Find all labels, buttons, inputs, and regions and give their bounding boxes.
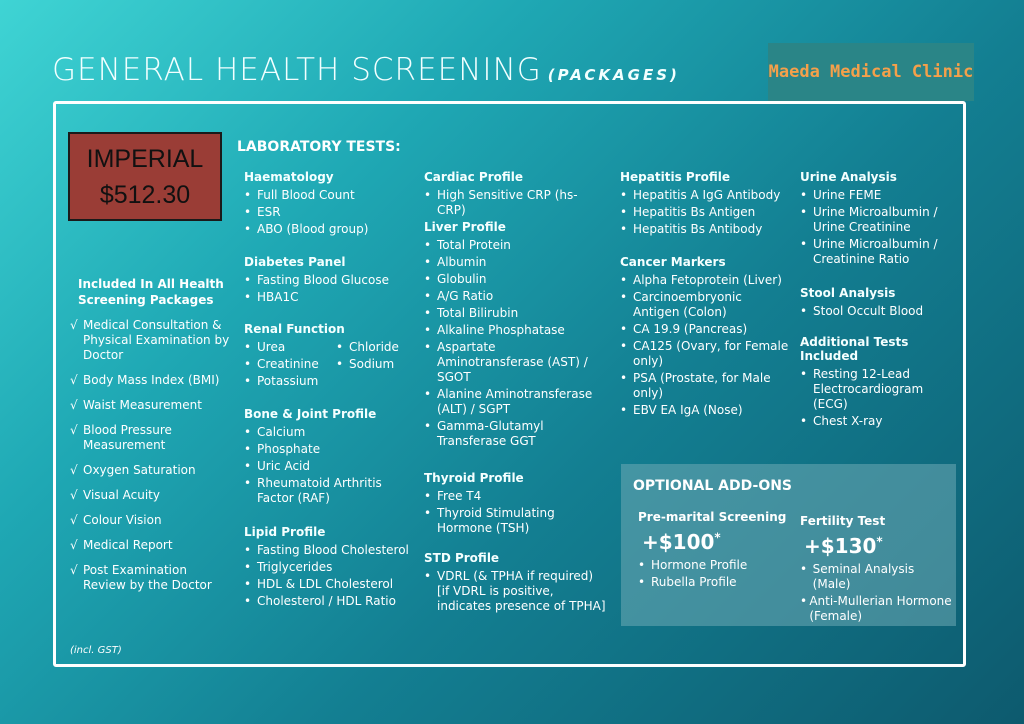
bullet-icon: • <box>244 340 252 354</box>
test-item <box>424 289 599 304</box>
test-item <box>424 238 599 253</box>
test-item <box>244 205 414 220</box>
bullet-icon: • <box>244 442 252 456</box>
test-label: Hepatitis Bs Antigen <box>633 205 756 219</box>
test-label: HBA1C <box>257 290 299 304</box>
bullet-icon: • <box>244 374 252 388</box>
test-item <box>620 371 790 401</box>
section-hepatitis <box>620 170 790 239</box>
test-label: Fasting Blood Cholesterol <box>257 543 409 557</box>
test-label: Rheumatoid Arthritis Factor (RAF) <box>257 476 382 505</box>
bullet-icon: • <box>244 357 252 371</box>
test-label: EBV EA IgA (Nose) <box>633 403 743 417</box>
test-label: High Sensitive CRP (hs-CRP) <box>437 188 578 217</box>
bullet-icon: • <box>424 506 432 520</box>
test-item <box>620 188 790 203</box>
section-heading: STD Profile <box>424 551 500 565</box>
test-label: Alkaline Phosphatase <box>437 323 565 337</box>
test-item <box>424 419 599 449</box>
test-item <box>620 222 790 237</box>
addons-title: OPTIONAL ADD-ONS <box>633 478 793 494</box>
test-label: Hepatitis Bs Antibody <box>633 222 763 236</box>
test-label: Fasting Blood Glucose <box>257 273 389 287</box>
test-label: Sodium <box>349 357 395 371</box>
bullet-icon: • <box>620 403 628 417</box>
section-heading: Additional Tests Included <box>800 335 909 363</box>
section-haematology <box>244 170 414 239</box>
test-item <box>244 340 336 355</box>
addon-item-label: Rubella Profile <box>651 575 737 589</box>
test-label: Gamma-Glutamyl Transferase GGT <box>437 419 544 448</box>
test-item <box>244 188 414 203</box>
test-label: VDRL (& TPHA if required) [if VDRL is positive, indicates presence of TPHA] <box>437 569 606 613</box>
bullet-icon: • <box>244 222 252 236</box>
section-bone-joint <box>244 407 414 508</box>
test-label: Alpha Fetoprotein (Liver) <box>633 273 782 287</box>
section-urine <box>800 170 950 269</box>
test-item <box>424 306 599 321</box>
bullet-icon: • <box>800 562 808 576</box>
test-label: Uric Acid <box>257 459 311 473</box>
test-item <box>244 374 336 389</box>
section-std <box>424 551 609 616</box>
gst-note: (incl. GST) <box>70 645 122 656</box>
test-item <box>244 273 414 288</box>
test-item <box>244 459 414 474</box>
bullet-icon: • <box>336 340 344 354</box>
bullet-icon: • <box>244 459 252 473</box>
test-item <box>424 255 599 270</box>
addon-item <box>638 558 788 573</box>
addon-premarital <box>638 510 788 592</box>
included-item <box>70 563 230 593</box>
section-heading: Cardiac Profile <box>424 170 524 184</box>
bullet-icon: • <box>424 569 432 583</box>
test-label: PSA (Prostate, for Male only) <box>633 371 771 400</box>
lab-tests-title: LABORATORY TESTS: <box>237 139 401 155</box>
bullet-icon: • <box>424 289 432 303</box>
check-icon: √ <box>70 318 78 332</box>
bullet-icon: • <box>620 339 628 353</box>
section-cardiac <box>424 170 604 220</box>
test-item <box>336 357 399 372</box>
check-icon: √ <box>70 398 78 412</box>
bullet-icon: • <box>424 340 432 354</box>
bullet-icon: • <box>620 188 628 202</box>
section-heading: Haematology <box>244 170 334 184</box>
check-icon: √ <box>70 513 78 527</box>
addon-heading: Pre-marital Screening <box>638 510 787 524</box>
bullet-icon: • <box>638 575 646 589</box>
included-item-label: Waist Measurement <box>83 398 202 412</box>
test-item <box>244 577 416 592</box>
bullet-icon: • <box>424 188 432 202</box>
test-item <box>620 273 790 288</box>
test-item <box>424 323 599 338</box>
test-item <box>800 205 950 235</box>
section-heading: Diabetes Panel <box>244 255 346 269</box>
test-label: Chest X-ray <box>813 414 883 428</box>
test-label: Triglycerides <box>257 560 333 574</box>
test-item <box>244 442 414 457</box>
bullet-icon: • <box>638 558 646 572</box>
included-item-label: Colour Vision <box>83 513 162 527</box>
bullet-icon: • <box>800 367 808 381</box>
section-heading: Bone & Joint Profile <box>244 407 377 421</box>
section-heading: Urine Analysis <box>800 170 897 184</box>
test-item <box>244 560 416 575</box>
bullet-icon: • <box>244 543 252 557</box>
check-icon: √ <box>70 538 78 552</box>
test-label: A/G Ratio <box>437 289 494 303</box>
bullet-icon: • <box>336 357 344 371</box>
test-label: Carcinoembryonic Antigen (Colon) <box>633 290 742 319</box>
test-label: Chloride <box>349 340 399 354</box>
test-item <box>244 222 414 237</box>
included-item <box>70 423 230 453</box>
test-item <box>620 322 790 337</box>
test-item <box>620 205 790 220</box>
section-stool <box>800 286 950 321</box>
test-item <box>620 290 790 320</box>
test-label: Full Blood Count <box>257 188 355 202</box>
test-label: Urea <box>257 340 286 354</box>
addon-price: +$100 <box>642 530 715 554</box>
addon-item-label: Anti-Mullerian Hormone (Female) <box>809 594 952 623</box>
test-label: Albumin <box>437 255 487 269</box>
addon-asterisk: * <box>714 530 721 545</box>
title-subtitle: (PACKAGES) <box>547 66 680 84</box>
included-item <box>70 398 230 413</box>
test-label: Cholesterol / HDL Ratio <box>257 594 396 608</box>
check-icon: √ <box>70 463 78 477</box>
clinic-name: Maeda Medical Clinic <box>768 62 974 82</box>
test-item <box>800 304 950 319</box>
section-heading: Lipid Profile <box>244 525 326 539</box>
optional-addons-panel <box>621 464 956 626</box>
test-item <box>244 594 416 609</box>
section-cancer-markers <box>620 255 790 420</box>
section-additional-tests <box>800 335 960 431</box>
page-title <box>52 52 680 88</box>
test-label: CA 19.9 (Pancreas) <box>633 322 748 336</box>
bullet-icon: • <box>244 290 252 304</box>
clinic-logo-box <box>768 43 974 101</box>
test-item <box>244 476 414 506</box>
bullet-icon: • <box>424 255 432 269</box>
bullet-icon: • <box>244 273 252 287</box>
addon-asterisk: * <box>876 534 883 549</box>
addon-item-label: Hormone Profile <box>651 558 748 572</box>
section-heading: Liver Profile <box>424 220 506 234</box>
bullet-icon: • <box>424 306 432 320</box>
test-item <box>244 543 416 558</box>
bullet-icon: • <box>244 577 252 591</box>
section-heading: Thyroid Profile <box>424 471 524 485</box>
included-item-label: Blood Pressure Measurement <box>83 423 172 452</box>
bullet-icon: • <box>620 273 628 287</box>
included-item <box>70 373 230 388</box>
test-label: Hepatitis A IgG Antibody <box>633 188 781 202</box>
included-item-label: Body Mass Index (BMI) <box>83 373 220 387</box>
bullet-icon: • <box>620 371 628 385</box>
package-name: IMPERIAL <box>86 144 204 173</box>
addon-price: +$130 <box>804 534 877 558</box>
test-label: Total Bilirubin <box>437 306 519 320</box>
section-renal <box>244 322 414 391</box>
bullet-icon: • <box>244 476 252 490</box>
test-label: Potassium <box>257 374 319 388</box>
section-heading: Renal Function <box>244 322 345 336</box>
addon-heading: Fertility Test <box>800 514 886 528</box>
test-item <box>244 357 336 372</box>
addon-item <box>800 594 952 624</box>
bullet-icon: • <box>800 205 808 219</box>
test-item <box>800 367 960 412</box>
included-item-label: Medical Consultation & Physical Examination by Doctor <box>83 318 230 362</box>
included-item-label: Oxygen Saturation <box>83 463 196 477</box>
addon-price-line <box>642 530 788 554</box>
section-heading: Stool Analysis <box>800 286 896 300</box>
included-item <box>70 538 230 553</box>
addon-item <box>800 562 952 592</box>
included-item <box>70 318 230 363</box>
title-text: GENERAL HEALTH SCREENING <box>52 52 542 88</box>
bullet-icon: • <box>800 414 808 428</box>
test-label: Alanine Aminotransferase (ALT) / SGPT <box>437 387 593 416</box>
test-label: ESR <box>257 205 281 219</box>
test-item <box>424 506 599 536</box>
addon-item-label: Seminal Analysis (Male) <box>812 562 915 591</box>
section-liver <box>424 220 599 451</box>
test-label: CA125 (Ovary, for Female only) <box>633 339 789 368</box>
test-item <box>620 339 790 369</box>
test-label: Urine Microalbumin / Creatinine Ratio <box>813 237 938 266</box>
section-heading: Hepatitis Profile <box>620 170 730 184</box>
test-item <box>800 414 960 429</box>
addon-item <box>638 575 788 590</box>
test-label: Phosphate <box>257 442 321 456</box>
test-label: Globulin <box>437 272 487 286</box>
bullet-icon: • <box>244 560 252 574</box>
check-icon: √ <box>70 423 78 437</box>
addon-fertility <box>800 514 952 626</box>
included-item-label: Visual Acuity <box>83 488 160 502</box>
package-price: $512.30 <box>99 180 191 209</box>
check-icon: √ <box>70 563 78 577</box>
test-item <box>424 569 609 614</box>
section-heading: Cancer Markers <box>620 255 726 269</box>
addon-price-line <box>804 534 952 558</box>
bullet-icon: • <box>244 425 252 439</box>
test-label: ABO (Blood group) <box>257 222 369 236</box>
included-item <box>70 463 230 478</box>
test-label: Free T4 <box>437 489 482 503</box>
section-lipid <box>244 525 416 611</box>
section-diabetes <box>244 255 414 307</box>
bullet-icon: • <box>424 238 432 252</box>
included-services <box>70 276 230 593</box>
bullet-icon: • <box>244 188 252 202</box>
test-item <box>244 290 414 305</box>
test-item <box>800 188 950 203</box>
included-item-label: Post Examination Review by the Doctor <box>83 563 212 592</box>
section-thyroid <box>424 471 599 538</box>
test-item <box>424 188 604 218</box>
test-label: Calcium <box>257 425 306 439</box>
bullet-icon: • <box>424 419 432 433</box>
test-item <box>336 340 399 355</box>
check-icon: √ <box>70 373 78 387</box>
test-item <box>424 387 599 417</box>
bullet-icon: • <box>620 205 628 219</box>
test-item <box>424 340 599 385</box>
test-item <box>244 425 414 440</box>
included-item <box>70 513 230 528</box>
test-label: Resting 12-Lead Electrocardiogram (ECG) <box>813 367 924 411</box>
bullet-icon: • <box>424 323 432 337</box>
test-item <box>620 403 790 418</box>
test-label: Aspartate Aminotransferase (AST) / SGOT <box>437 340 588 384</box>
included-heading: Included In All Health Screening Packages <box>78 277 224 307</box>
test-label: Creatinine <box>257 357 319 371</box>
included-item <box>70 488 230 503</box>
test-label: Thyroid Stimulating Hormone (TSH) <box>437 506 555 535</box>
test-item <box>424 272 599 287</box>
bullet-icon: • <box>800 594 808 608</box>
test-label: Total Protein <box>437 238 511 252</box>
package-price-box <box>68 132 222 221</box>
bullet-icon: • <box>800 237 808 251</box>
bullet-icon: • <box>800 188 808 202</box>
bullet-icon: • <box>424 272 432 286</box>
bullet-icon: • <box>244 205 252 219</box>
bullet-icon: • <box>244 594 252 608</box>
test-label: HDL & LDL Cholesterol <box>257 577 394 591</box>
test-label: Urine Microalbumin / Urine Creatinine <box>813 205 938 234</box>
bullet-icon: • <box>424 387 432 401</box>
test-item <box>800 237 950 267</box>
bullet-icon: • <box>620 322 628 336</box>
bullet-icon: • <box>620 222 628 236</box>
bullet-icon: • <box>800 304 808 318</box>
test-label: Urine FEME <box>813 188 882 202</box>
test-item <box>424 489 599 504</box>
included-item-label: Medical Report <box>83 538 173 552</box>
test-label: Stool Occult Blood <box>813 304 924 318</box>
bullet-icon: • <box>424 489 432 503</box>
check-icon: √ <box>70 488 78 502</box>
bullet-icon: • <box>620 290 628 304</box>
